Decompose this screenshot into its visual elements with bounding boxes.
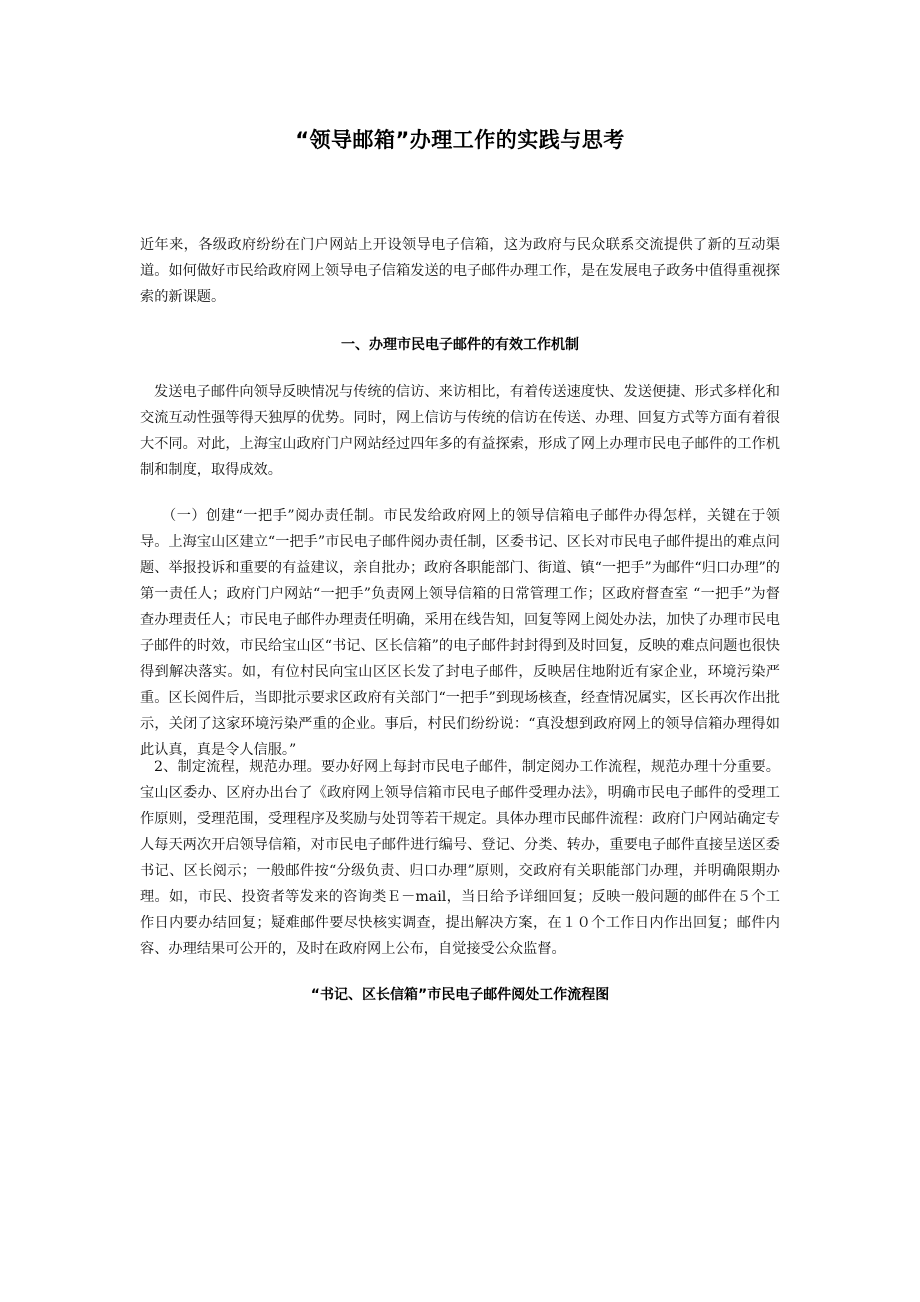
body-paragraph: （一）创建“一把手”阅办责任制。市民发给政府网上的领导信箱电子邮件办得怎样，关键在于领导。上海宝山区建立“一把手”市民电子邮件阅办责任制，区委书记、区长对市民电子邮件提出的难点问题、举报投诉和重要的有益建议，亲自批办；政府各职能部门、街道、镇“一把手”为邮件“归口办理”的第一责任人；政府门户网站“一把手”负责网上领导信箱的日常管理工作；区政府督查室 “一把手”为督查办理责任人；市民电子邮件办理责任明确，采用在线告知，回复等网上阅处办法，加快了办理市民电子邮件的时效，市民给宝山区“书记、区长信箱”的电子邮件封封得到及时回复，反映的难点问题也很快得到解决落实。如，有位村民向宝山区区长发了封电子邮件，反映居住地附近有家企业，环境污染严重。区长阅件后，当即批示要求区政府有关部门“一把手”到现场核查，经查情况属实，区长再次作出批示，关闭了这家环境污染严重的企业。事后，村民们纷纷说：“真没想到政府网上的领导信箱办理得如此认真，真是令人信服。” bbox=[140, 508, 780, 758]
section-heading: 一、办理市民电子邮件的有效工作机制 bbox=[341, 337, 579, 353]
figure-caption: “书记、区长信箱”市民电子邮件阅处工作流程图 bbox=[310, 987, 610, 1003]
intro-paragraph: 近年来，各级政府纷纷在门户网站上开设领导电子信箱，这为政府与民众联系交流提供了新的互动渠道。如何做好市民给政府网上领导电子信箱发送的电子邮件办理工作，是在发展电子政务中值得重视探索的新课题。 bbox=[140, 237, 780, 305]
body-paragraph: 2、制定流程，规范办理。要办好网上每封市民电子邮件，制定阅办工作流程，规范办理十分重要。宝山区委办、区府办出台了《政府网上领导信箱市民电子邮件受理办法》，明确市民电子邮件的受理工作原则，受理范围，受理程序及奖励与处罚等若干规定。具体办理市民邮件流程：政府门户网站确定专人每天两次开启领导信箱，对市民电子邮件进行编号、登记、分类、转办，重要电子邮件直接呈送区委书记、区长阅示；一般邮件按“分级负责、归口办理”原则，交政府有关职能部门办理，并明确限期办理。如，市民、投资者等发来的咨询类Ｅ－mail，当日给予详细回复；反映一般问题的邮件在５个工作日内要办结回复；疑难邮件要尽快核实调查，提出解决方案，在１０个工作日内作出回复；邮件内容、办理结果可公开的，及时在政府网上公布，自觉接受公众监督。 bbox=[140, 759, 780, 957]
body-paragraph: 发送电子邮件向领导反映情况与传统的信访、来访相比，有着传送速度快、发送便捷、形式多样化和交流互动性强等得天独厚的优势。同时，网上信访与传统的信访在传送、办理、回复方式等方面有着很大不同。对此，上海宝山政府门户网站经过四年多的有益探索，形成了网上办理市民电子邮件的工作机制和制度，取得成效。 bbox=[140, 384, 780, 478]
document-title: “领导邮箱”办理工作的实践与思考 bbox=[295, 128, 625, 152]
